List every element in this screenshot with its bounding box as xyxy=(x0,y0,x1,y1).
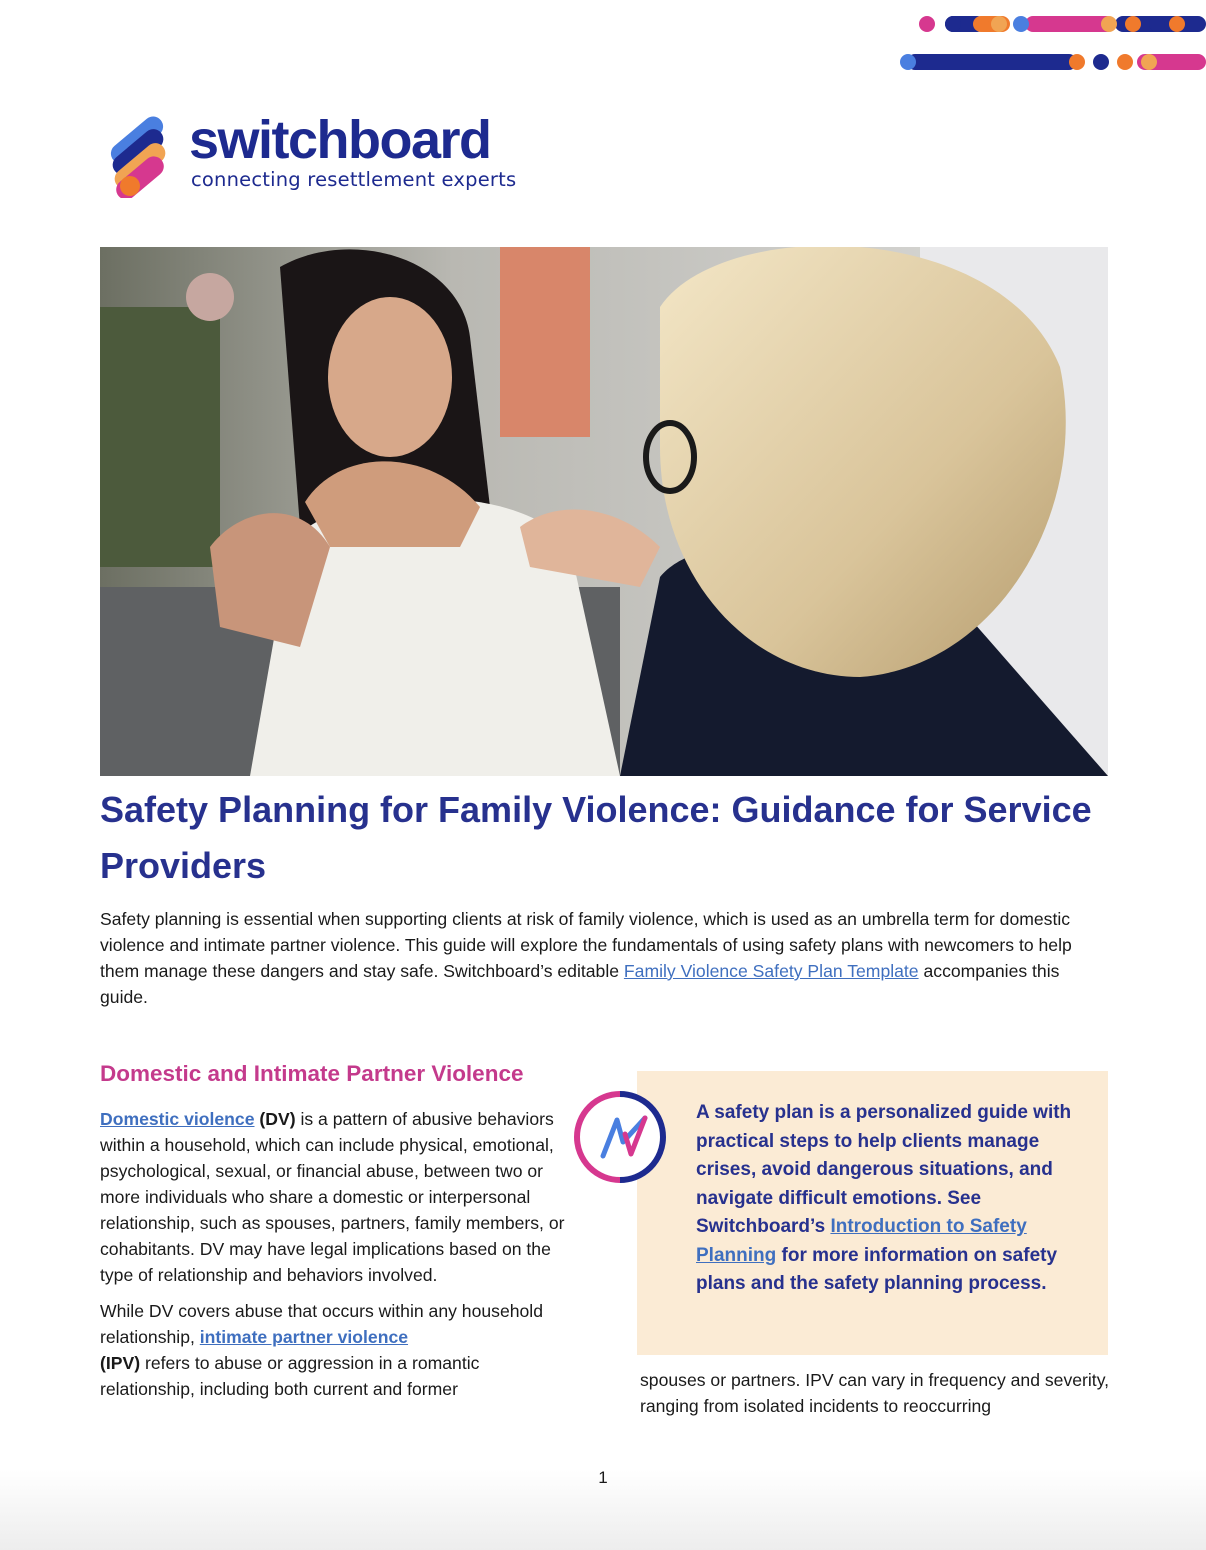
callout-text xyxy=(696,1099,1096,1299)
logo-tagline: connecting resettlement experts xyxy=(191,168,517,191)
decorative-dot-strip-bottom xyxy=(897,50,1206,74)
section-heading: Domestic and Intimate Partner Violence xyxy=(100,1061,524,1086)
compass-icon xyxy=(573,1090,667,1184)
ipv-abbr: (IPV) xyxy=(100,1353,141,1373)
ipv-paragraph xyxy=(100,1298,570,1402)
ipv-text-end: refers to abuse or aggression in a romantic relationship, including both current and former xyxy=(100,1353,480,1399)
intro-paragraph xyxy=(100,906,1100,1010)
family-violence-safety-plan-template-link[interactable]: Family Violence Safety Plan Template xyxy=(623,961,919,981)
dv-text: is a pattern of abusive behaviors within a household, which can include physical, emotional, psychological, sexual, or financial abuse, between two or more individuals who share a domestic or interpersonal relationship, such as spouses, partners, family members, or cohabitants. DV may have legal implications based on the type of relationship and behaviors involved. xyxy=(100,1109,565,1285)
page-number: 1 xyxy=(598,1468,608,1487)
logo-wordmark: switchboard xyxy=(189,110,491,170)
decorative-dot-strip-top xyxy=(915,12,1206,36)
dv-abbr: (DV) xyxy=(259,1109,296,1129)
switchboard-logo xyxy=(100,112,530,202)
intro-text-end: accompanies this guide. xyxy=(100,961,1060,1007)
intimate-partner-violence-link[interactable]: intimate partner violence xyxy=(199,1327,409,1347)
callout-text-end: for more information on safety plans and the safety planning process. xyxy=(696,1244,1058,1294)
dv-paragraph xyxy=(100,1106,570,1288)
domestic-violence-link[interactable]: Domestic violence xyxy=(100,1109,255,1129)
hero-photo xyxy=(100,247,1108,776)
ipv-text-start: While DV covers abuse that occurs within any household relationship, xyxy=(100,1301,544,1347)
left-column xyxy=(100,1106,570,1412)
intro-text: Safety planning is essential when supporting clients at risk of family violence, which is used as an umbrella term for domestic violence and intimate partner violence. This guide will explore the fundamentals of using safety plans with newcomers to help them manage these dangers and stay safe. Switchboard’s editable xyxy=(100,909,1072,981)
right-column-continuation: spouses or partners. IPV can vary in frequency and severity, ranging from isolated incidents to reoccurring xyxy=(640,1370,1110,1416)
page-title: Safety Planning for Family Violence: Guidance for Service Providers xyxy=(100,789,1092,886)
introduction-to-safety-planning-link[interactable]: Introduction to Safety Planning xyxy=(696,1216,1027,1266)
switchboard-logo-mark-icon xyxy=(100,112,176,198)
callout-text-start: A safety plan is a personalized guide with practical steps to help clients manage crises, avoid dangerous situations, and navigate difficult emotions. See Switchboard’s xyxy=(696,1102,1072,1237)
